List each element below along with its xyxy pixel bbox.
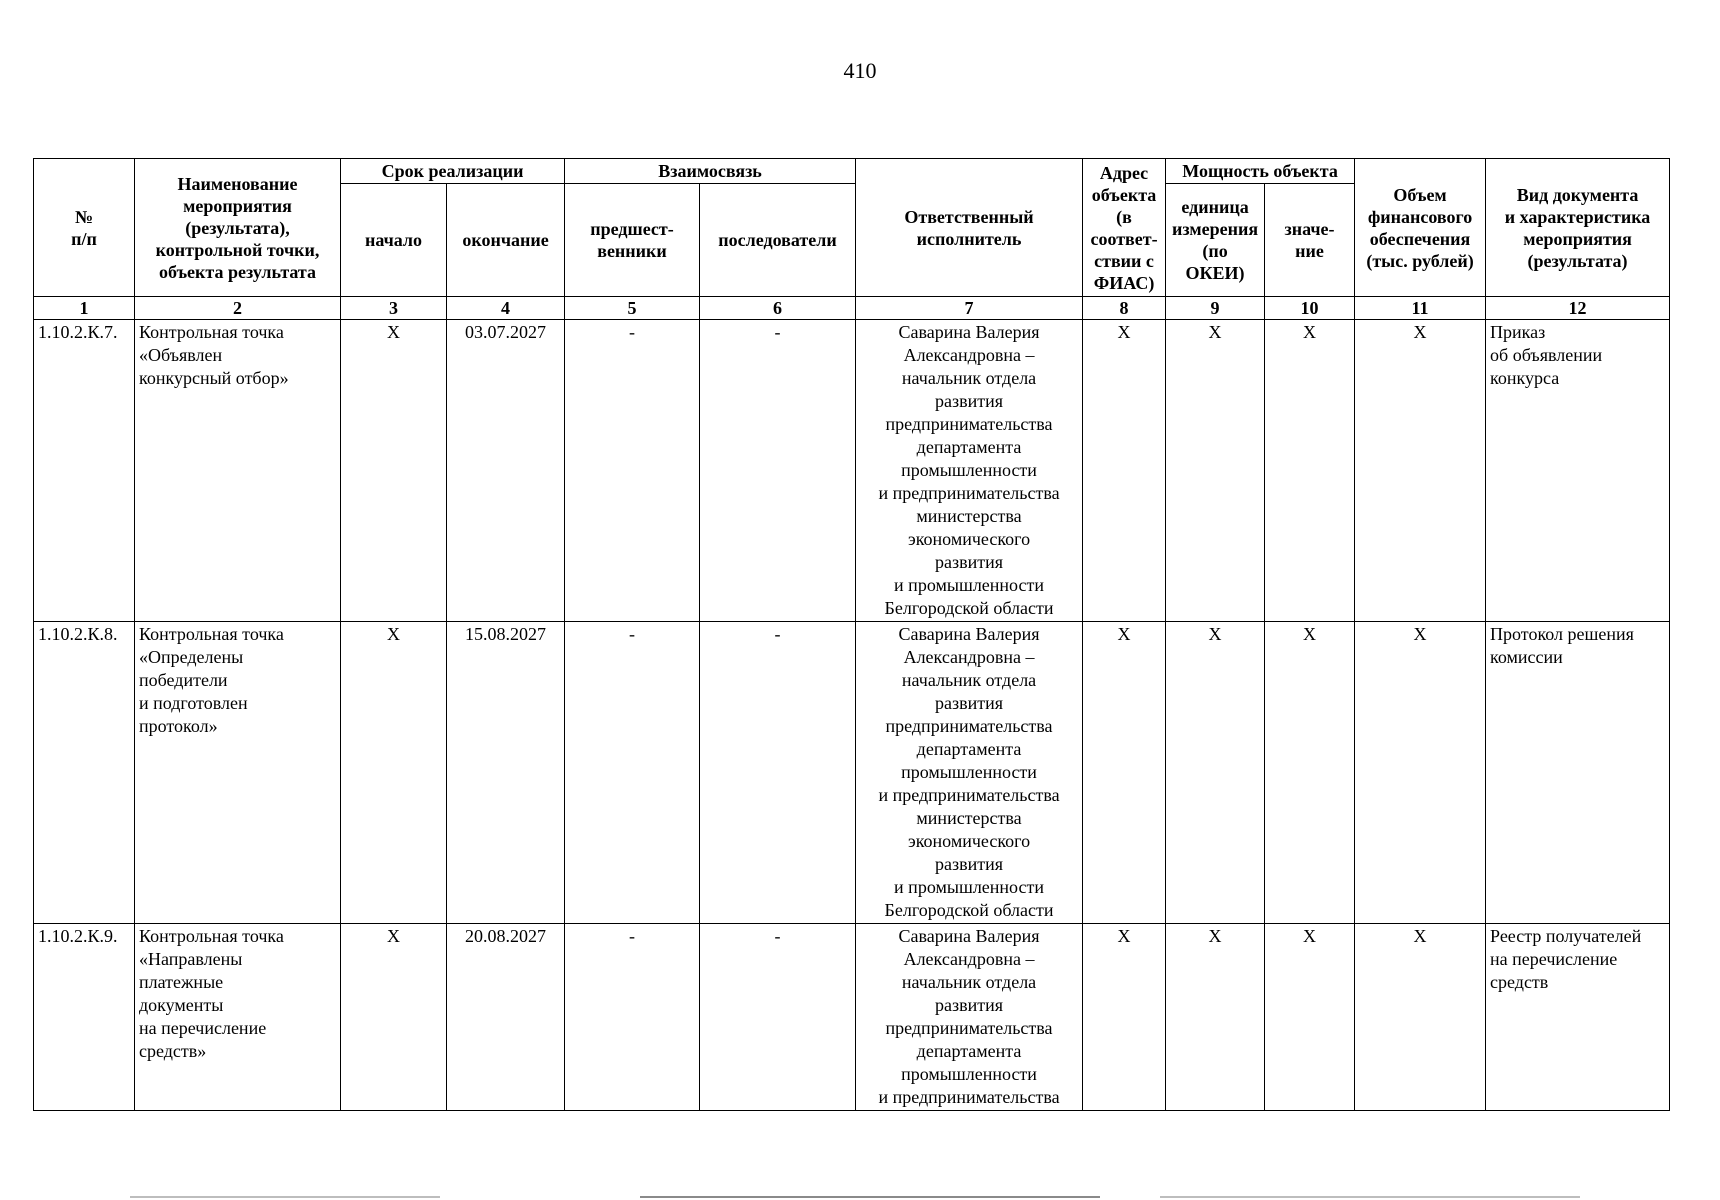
row-unit: X — [1166, 320, 1265, 622]
page-number: 410 — [843, 58, 877, 83]
row-predecessors: - — [565, 622, 700, 924]
header-address: Адрес объекта (в соответ- ствии с ФИАС) — [1083, 159, 1166, 297]
row-name: Контрольная точка «Объявлен конкурсный отбор» — [135, 320, 341, 622]
row-executor: Саварина Валерия Александровна – начальник отдела развития предпринимательства департамента промышленности и предпринимательства министерства экономического развития и промышленности Белгородской области — [856, 320, 1083, 622]
header-successors: последователи — [700, 184, 856, 297]
row-finance: X — [1355, 320, 1486, 622]
row-finance: X — [1355, 924, 1486, 1111]
row-predecessors: - — [565, 924, 700, 1111]
header-value: значе- ние — [1265, 184, 1355, 297]
scan-edge-line — [640, 1196, 1100, 1198]
row-end: 15.08.2027 — [447, 622, 565, 924]
column-number: 2 — [135, 297, 341, 320]
table-row — [34, 924, 1670, 1111]
row-start: X — [341, 924, 447, 1111]
row-finance: X — [1355, 622, 1486, 924]
row-value: X — [1265, 622, 1355, 924]
plan-table — [33, 158, 1670, 1111]
row-value: X — [1265, 320, 1355, 622]
row-successors: - — [700, 924, 856, 1111]
row-successors: - — [700, 320, 856, 622]
header-predecessors: предшест- венники — [565, 184, 700, 297]
header-doc-type: Вид документа и характеристика мероприятия (результата) — [1486, 159, 1670, 297]
header-end: окончание — [447, 184, 565, 297]
header-num: № п/п — [34, 159, 135, 297]
row-address: X — [1083, 924, 1166, 1111]
row-predecessors: - — [565, 320, 700, 622]
column-number: 11 — [1355, 297, 1486, 320]
row-end: 03.07.2027 — [447, 320, 565, 622]
scan-edge-line — [130, 1196, 440, 1198]
column-number: 7 — [856, 297, 1083, 320]
column-number: 10 — [1265, 297, 1355, 320]
column-number: 5 — [565, 297, 700, 320]
row-unit: X — [1166, 924, 1265, 1111]
row-number: 1.10.2.К.8. — [34, 622, 135, 924]
row-name: Контрольная точка «Определены победители и подготовлен протокол» — [135, 622, 341, 924]
row-address: X — [1083, 622, 1166, 924]
row-doc: Протокол решения комиссии — [1486, 622, 1670, 924]
header-start: начало — [341, 184, 447, 297]
column-number: 9 — [1166, 297, 1265, 320]
column-number: 3 — [341, 297, 447, 320]
header-relation: Взаимосвязь — [565, 159, 856, 184]
row-successors: - — [700, 622, 856, 924]
header-name: Наименование мероприятия (результата), контрольной точки, объекта результата — [135, 159, 341, 297]
table-row — [34, 320, 1670, 622]
row-start: X — [341, 622, 447, 924]
header-capacity: Мощность объекта — [1166, 159, 1355, 184]
row-doc: Приказ об объявлении конкурса — [1486, 320, 1670, 622]
row-doc: Реестр получателей на перечисление средств — [1486, 924, 1670, 1111]
row-executor: Саварина Валерия Александровна – начальник отдела развития предпринимательства департамента промышленности и предпринимательства министерства экономического развития и промышленности Белгородской области — [856, 622, 1083, 924]
row-value: X — [1265, 924, 1355, 1111]
scan-edge-line — [1160, 1196, 1580, 1198]
row-address: X — [1083, 320, 1166, 622]
table-row — [34, 622, 1670, 924]
column-number: 8 — [1083, 297, 1166, 320]
header-period: Срок реализации — [341, 159, 565, 184]
row-number: 1.10.2.К.7. — [34, 320, 135, 622]
column-number: 4 — [447, 297, 565, 320]
row-unit: X — [1166, 622, 1265, 924]
row-end: 20.08.2027 — [447, 924, 565, 1111]
column-number: 12 — [1486, 297, 1670, 320]
column-number: 1 — [34, 297, 135, 320]
row-start: X — [341, 320, 447, 622]
row-number: 1.10.2.К.9. — [34, 924, 135, 1111]
header-unit: единица измерения (по ОКЕИ) — [1166, 184, 1265, 297]
header-finance: Объем финансового обеспечения (тыс. рублей) — [1355, 159, 1486, 297]
column-number: 6 — [700, 297, 856, 320]
row-name: Контрольная точка «Направлены платежные документы на перечисление средств» — [135, 924, 341, 1111]
row-executor: Саварина Валерия Александровна – начальник отдела развития предпринимательства департамента промышленности и предпринимательства — [856, 924, 1083, 1111]
header-executor: Ответственный исполнитель — [856, 159, 1083, 297]
